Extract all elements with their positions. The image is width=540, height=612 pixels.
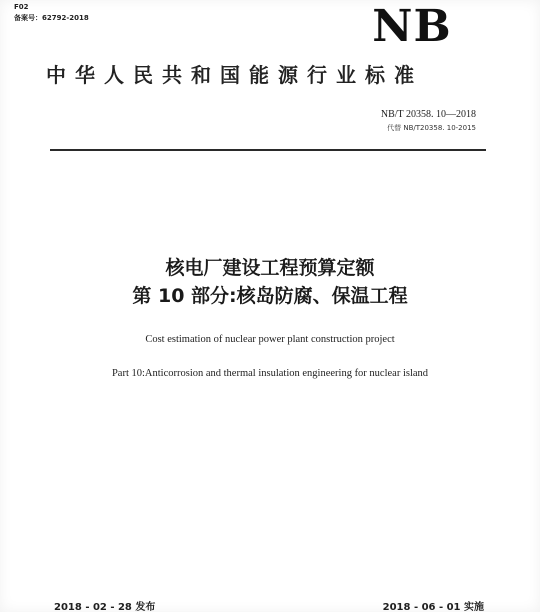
- issuing-authority-title: 中华人民共和国能源行业标准: [46, 63, 423, 87]
- record-number: 备案号：62792-2018: [14, 14, 89, 22]
- nb-logo: NB: [372, 1, 452, 52]
- english-title-line-1: Cost estimation of nuclear power plant construction project: [145, 334, 395, 345]
- chinese-title-line-2: 第 10 部分:核岛防腐、保温工程: [132, 285, 408, 307]
- classification-code: F02: [14, 3, 29, 11]
- implementation-date: 2018 - 06 - 01 实施: [382, 602, 484, 612]
- english-title-line-2: Part 10:Anticorrosion and thermal insulation engineering for nuclear island: [111, 368, 429, 379]
- standard-number: NB/T 20358. 10—2018: [380, 109, 476, 120]
- chinese-title-line-1: 核电厂建设工程预算定额: [165, 257, 375, 279]
- issue-date: 2018 - 02 - 28 发布: [54, 602, 156, 612]
- replaced-standard-number: 代替 NB/T20358. 10-2015: [387, 124, 476, 132]
- header-divider: [50, 149, 486, 151]
